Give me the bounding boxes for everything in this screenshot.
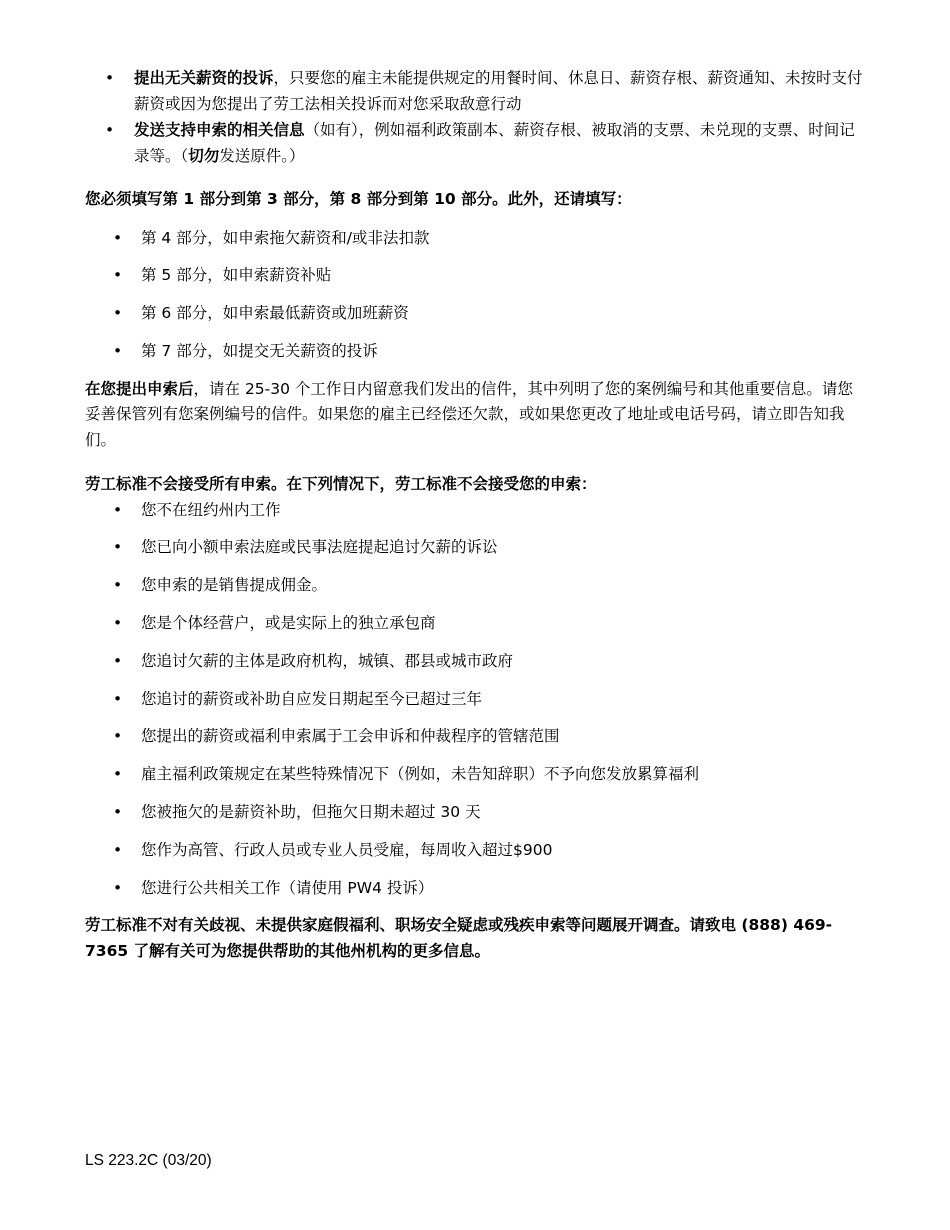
bullet-icon: • [105,121,115,139]
form-code-footer: LS 223.2C (03/20) [85,1152,212,1169]
list-item [85,611,865,637]
document-content [85,66,865,964]
list-item [85,66,865,117]
bullet-text: 发送原件。） [219,146,305,165]
list-item [85,301,865,327]
bullet-icon: • [113,840,123,859]
bullet-text: （如有），例如福利政策副本、薪资存根、被取消的支票、未兑现的支票、时间记录等。（ [134,121,855,165]
bullet-icon: • [113,803,123,822]
after-filing-text: ，请在 25-30 个工作日内留意我们发出的信件，其中列明了您的案例编号和其他重要信息。请您妥善保管列有您案例编号的信件。如果您的雇主已经偿还欠款，或如果您更改了地址或电话号码，请立即告知我们。 [85,379,853,449]
bullet-icon: • [113,500,123,519]
bullet-icon: • [113,228,123,247]
bullet-icon: • [105,69,115,87]
bullet-icon: • [113,614,123,633]
bullet-icon: • [113,304,123,323]
bullet-icon: • [113,878,123,897]
list-item [85,762,865,788]
list-item [85,118,865,169]
final-note-paragraph: 劳工标准不对有关歧视、未提供家庭假福利、职场安全疑虑或残疾申索等问题展开调查。请致电 (888) 469-7365 了解有关可为您提供帮助的其他州机构的更多信息。 [85,916,833,960]
list-item-text: 您作为高管、行政人员或专业人员受雇，每周收入超过$900 [141,840,553,859]
bullet-icon: • [113,341,123,360]
list-item [85,876,865,902]
bullet-text: ，只要您的雇主未能提供规定的用餐时间、休息日、薪资存根、薪资通知、未按时支付薪资或因为您提出了劳工法相关投诉而对您采取敌意行动 [134,69,863,113]
bullet-icon: • [113,576,123,595]
required-parts-heading: 您必须填写第 1 部分到第 3 部分，第 8 部分到第 10 部分。此外，还请填写： [85,190,632,208]
list-item-text: 您被拖欠的是薪资补助，但拖欠日期未超过 30 天 [141,803,481,822]
list-item-text: 雇主福利政策规定在某些特殊情况下（例如，未告知辞职）不予向您发放累算福利 [141,765,700,784]
list-item-text: 您已向小额申索法庭或民事法庭提起追讨欠薪的诉讼 [141,538,498,557]
part-list [85,226,865,365]
reject-heading: 劳工标准不会接受所有申索。在下列情况下，劳工标准不会接受您的申索： [85,475,597,494]
list-item [85,724,865,750]
bullet-icon: • [113,651,123,670]
list-item-text: 第 7 部分，如提交无关薪资的投诉 [141,341,378,360]
list-item-text: 您追讨欠薪的主体是政府机构，城镇、郡县或城市政府 [141,651,514,670]
bullet-icon: • [113,727,123,746]
list-item [85,535,865,561]
bullet-bold-text: 切勿 [188,146,220,165]
list-item-text: 您不在纽约州内工作 [141,500,281,519]
bullet-icon: • [113,266,123,285]
bullet-bold-text: 发送支持申索的相关信息 [134,121,305,139]
list-item [85,498,865,524]
reject-list [85,498,865,901]
list-item-text: 您提出的薪资或福利申索属于工会申诉和仲裁程序的管辖范围 [141,727,560,746]
bullet-bold-text: 提出无关薪资的投诉 [134,69,274,87]
list-item-text: 您追讨的薪资或补助自应发日期起至今已超过三年 [141,689,483,708]
list-item [85,649,865,675]
list-item-text: 您申索的是销售提成佣金。 [141,576,328,595]
list-item-text: 您进行公共相关工作（请使用 PW4 投诉） [141,878,434,897]
list-item [85,838,865,864]
bullet-icon: • [113,538,123,557]
list-item-text: 第 6 部分，如申索最低薪资或加班薪资 [141,304,409,323]
list-item [85,339,865,365]
after-filing-paragraph [85,377,865,454]
list-item [85,800,865,826]
bullet-icon: • [113,765,123,784]
bullet-icon: • [113,689,123,708]
list-item [85,226,865,252]
list-item-text: 第 4 部分，如申索拖欠薪资和/或非法扣款 [141,228,430,247]
list-item [85,573,865,599]
list-item [85,263,865,289]
list-item-text: 您是个体经营户，或是实际上的独立承包商 [141,614,436,633]
list-item [85,687,865,713]
top-bullet-list [85,66,865,169]
after-filing-bold: 在您提出申索后 [85,379,194,398]
list-item-text: 第 5 部分，如申索薪资补贴 [141,266,332,285]
